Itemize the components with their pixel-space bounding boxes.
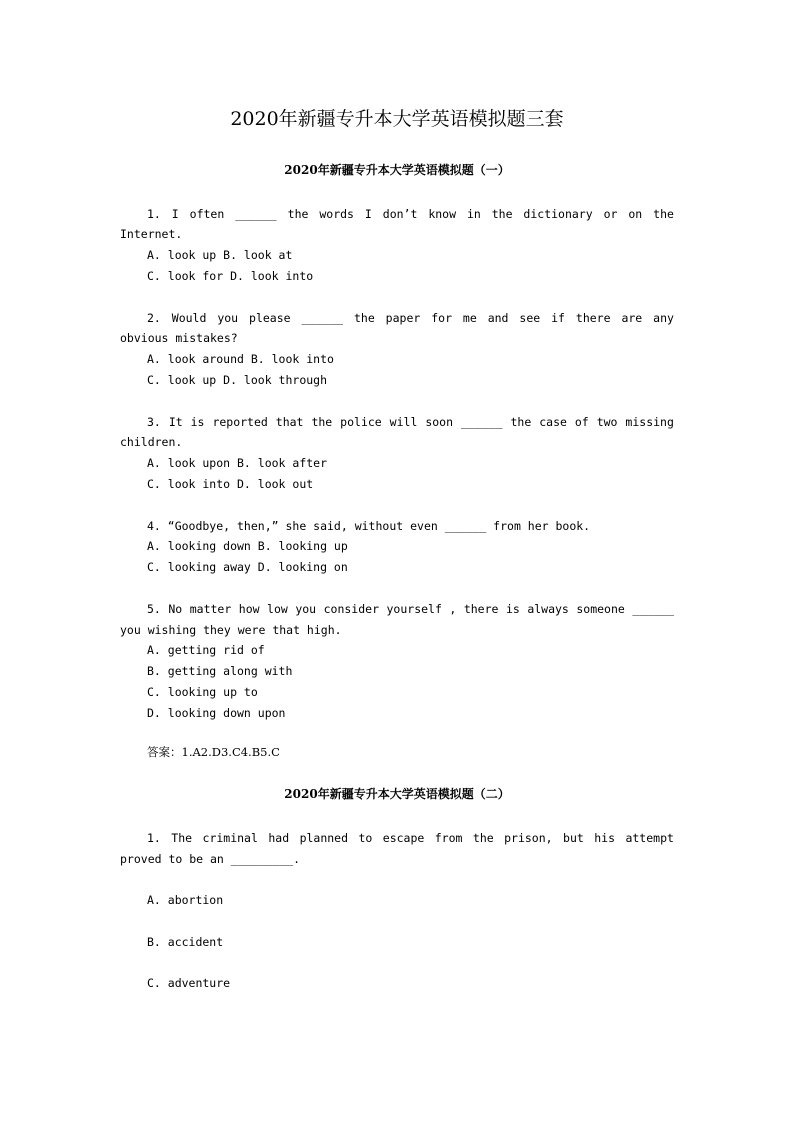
section-2-question-1-option-c: C. adventure xyxy=(147,976,231,990)
question-1-options-cd: C. look for D. look into xyxy=(147,269,314,283)
question-5-option-a: A. getting rid of xyxy=(147,643,265,657)
document-title: 2020年新疆专升本大学英语模拟题三套 xyxy=(230,108,564,130)
section-2-question-1-option-a: A. abortion xyxy=(147,893,224,907)
question-2-options-cd: C. look up D. look through xyxy=(147,373,328,387)
section-2-question-1-option-b: B. accident xyxy=(147,935,224,949)
section-2-title: 2020年新疆专升本大学英语模拟题（二） xyxy=(284,787,510,801)
section-2-question-1-line-1: 1. The criminal had planned to escape from the prison, but his attempt xyxy=(147,831,674,845)
question-3-options-ab: A. look upon B. look after xyxy=(147,456,328,470)
question-4-options-ab: A. looking down B. looking up xyxy=(147,539,348,553)
question-2-line-1: 2. Would you please ______ the paper for me and see if there are any xyxy=(147,311,674,325)
question-2-line-2: obvious mistakes? xyxy=(120,331,238,345)
question-4-options-cd: C. looking away D. looking on xyxy=(147,560,348,574)
question-4-line-1: 4. “Goodbye, then,” she said, without even ______ from her book. xyxy=(147,519,591,533)
section-1-title: 2020年新疆专升本大学英语模拟题（一） xyxy=(284,163,510,177)
question-3-line-1: 3. It is reported that the police will soon ______ the case of two missing xyxy=(147,415,674,429)
question-5-line-1: 5. No matter how low you consider yourself , there is always someone ______ xyxy=(147,602,674,616)
question-5-option-b: B. getting along with xyxy=(147,664,293,678)
answer-key: 答案：1.A2.D3.C4.B5.C xyxy=(147,745,280,759)
question-5-option-c: C. looking up to xyxy=(147,685,258,699)
question-1-line-2: Internet. xyxy=(120,227,183,241)
section-2-question-1-line-2: proved to be an _________. xyxy=(120,852,301,866)
question-1-options-ab: A. look up B. look at xyxy=(147,248,293,262)
question-3-line-2: children. xyxy=(120,435,183,449)
question-2-options-ab: A. look around B. look into xyxy=(147,352,334,366)
question-3-options-cd: C. look into D. look out xyxy=(147,477,314,491)
question-1-line-1: 1. I often ______ the words I don’t know in the dictionary or on the xyxy=(147,207,674,221)
question-5-option-d: D. looking down upon xyxy=(147,706,286,720)
question-5-line-2: you wishing they were that high. xyxy=(120,623,342,637)
